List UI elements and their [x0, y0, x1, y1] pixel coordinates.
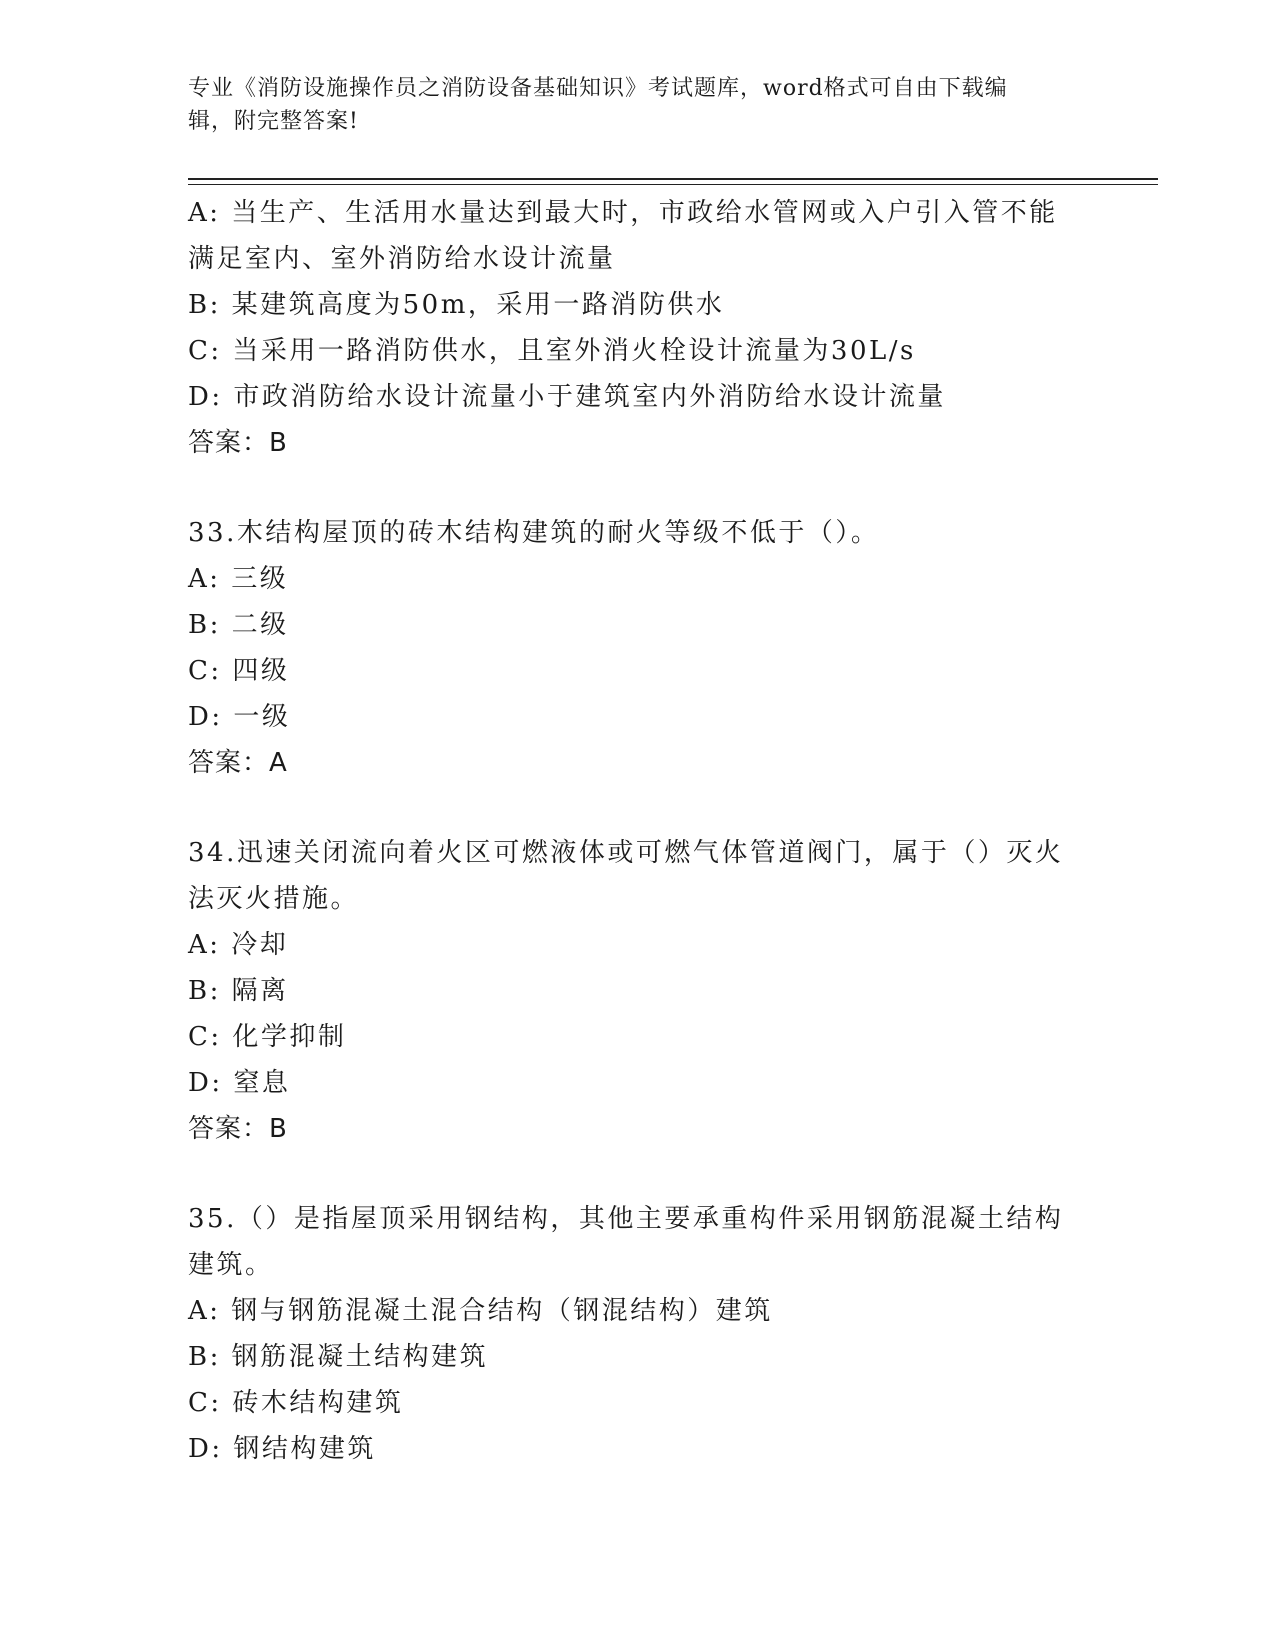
answer: 答案：A [188, 748, 288, 778]
option-a: A: 钢与钢筋混凝土混合结构（钢混结构）建筑 [188, 1296, 773, 1326]
option-c: C: 四级 [188, 656, 290, 686]
question-34 [188, 830, 1088, 1152]
question-content [188, 190, 1088, 1472]
option-d: D: 一级 [188, 702, 291, 732]
option-b: B: 某建筑高度为50m，采用一路消防供水 [188, 290, 725, 320]
header-divider-thin [188, 184, 1158, 185]
option-a-continued: 满足室内、室外消防给水设计流量 [188, 244, 616, 274]
question-35 [188, 1196, 1088, 1472]
option-a: A: 冷却 [188, 930, 289, 960]
option-a: A: 三级 [188, 564, 289, 594]
option-b: B: 钢筋混凝土结构建筑 [188, 1342, 489, 1372]
document-header [188, 72, 1088, 138]
option-b: B: 隔离 [188, 976, 289, 1006]
question-33 [188, 510, 1088, 786]
option-d: D: 市政消防给水设计流量小于建筑室内外消防给水设计流量 [188, 382, 946, 412]
stem-line: 35.（）是指屋顶采用钢结构，其他主要承重构件采用钢筋混凝土结构 [188, 1204, 1064, 1234]
stem-line: 法灭火措施。 [188, 884, 360, 914]
question-stem [188, 510, 1088, 556]
option-c: C: 砖木结构建筑 [188, 1388, 404, 1418]
option-a: A: 当生产、生活用水量达到最大时，市政给水管网或入户引入管不能 [188, 198, 1058, 228]
question-32 [188, 190, 1088, 466]
option-d: D: 钢结构建筑 [188, 1434, 376, 1464]
stem-line: 34.迅速关闭流向着火区可燃液体或可燃气体管道阀门，属于（）灭火 [188, 838, 1064, 868]
header-line-2: 辑，附完整答案! [188, 109, 359, 134]
option-d: D: 窒息 [188, 1068, 291, 1098]
option-c: C: 化学抑制 [188, 1022, 347, 1052]
option-b: B: 二级 [188, 610, 289, 640]
stem-line: 建筑。 [188, 1250, 274, 1280]
question-stem [188, 830, 1088, 922]
answer: 答案：B [188, 428, 288, 458]
header-divider-thick [188, 178, 1158, 180]
answer: 答案：B [188, 1114, 288, 1144]
header-line-1: 专业《消防设施操作员之消防设备基础知识》考试题库，word格式可自由下载编 [188, 76, 1008, 101]
stem-line: 33.木结构屋顶的砖木结构建筑的耐火等级不低于（）。 [188, 518, 880, 548]
option-c: C: 当采用一路消防供水，且室外消火栓设计流量为30L/s [188, 336, 916, 366]
question-stem [188, 1196, 1088, 1288]
